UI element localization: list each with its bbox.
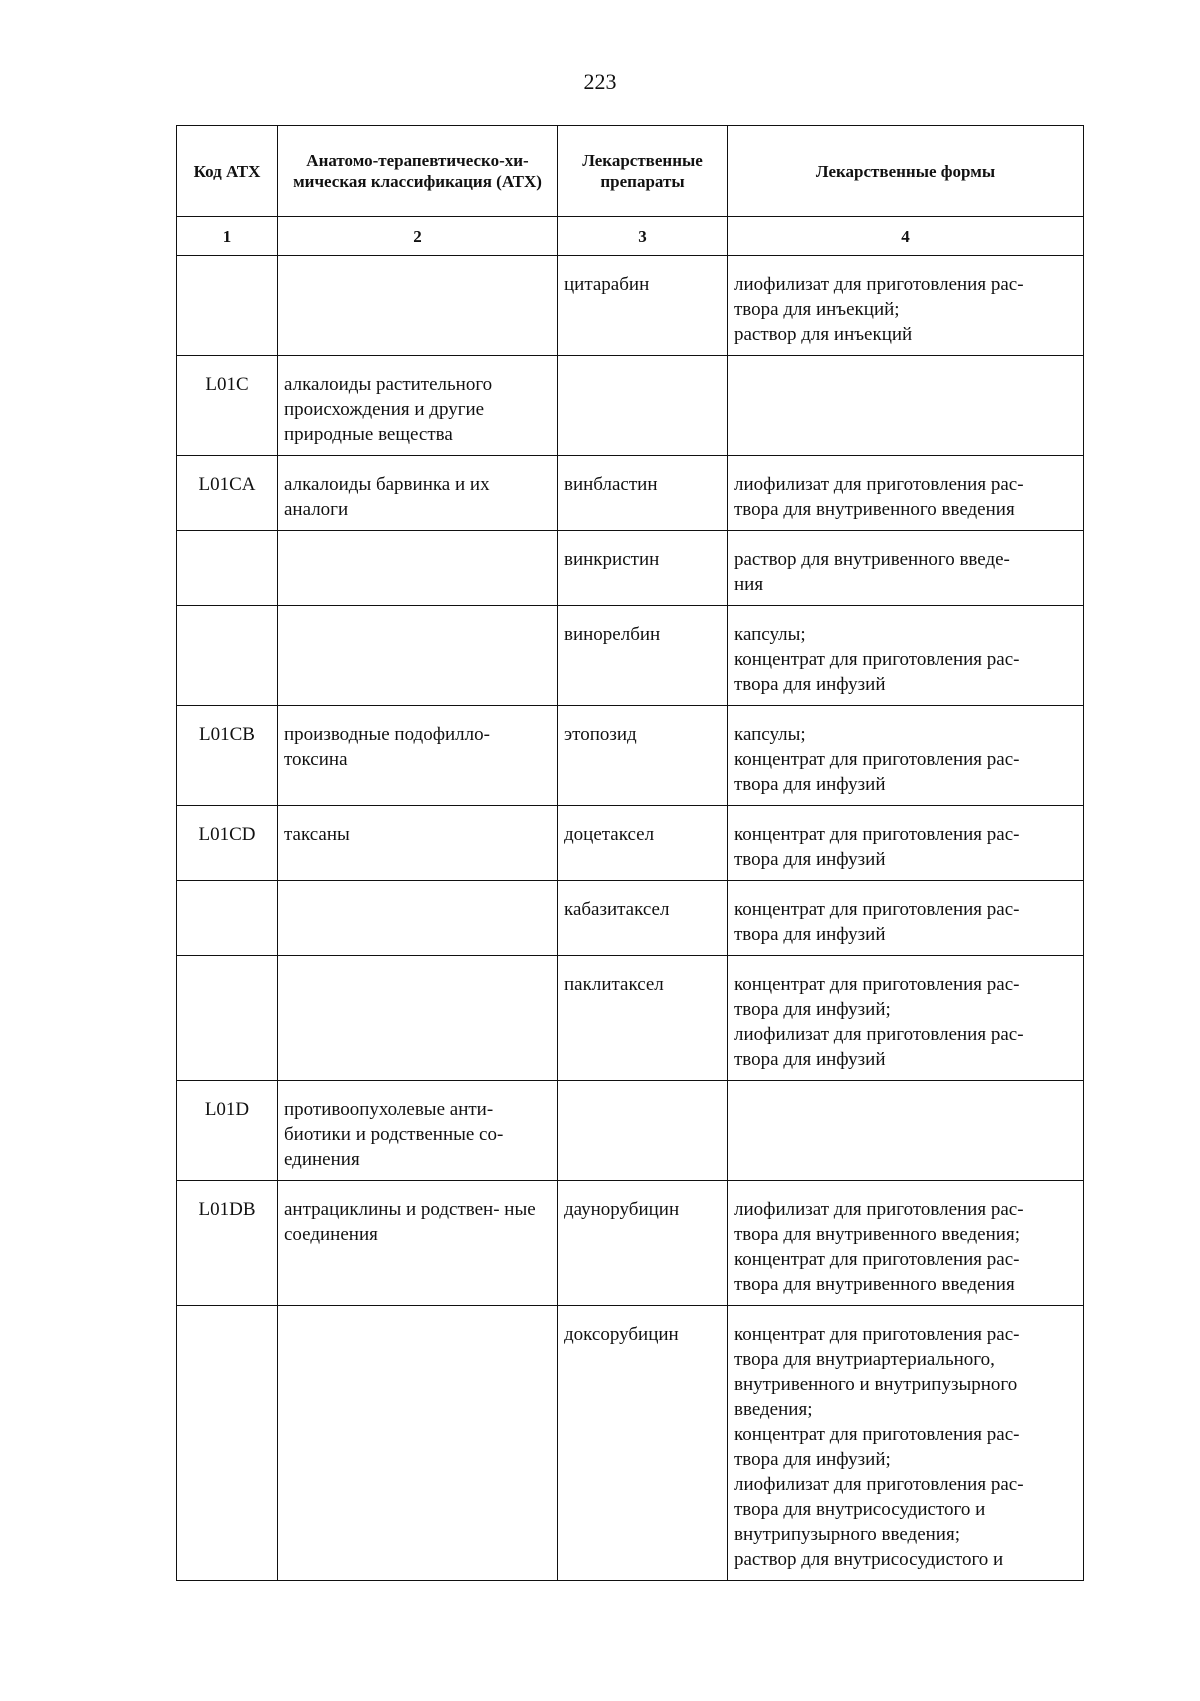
- dosage-form-line: концентрат для приготовления рас-: [734, 974, 1020, 995]
- classification-cell: противоопухолевые анти- биотики и родственные со- единения: [278, 1081, 558, 1181]
- column-number: 2: [278, 217, 558, 256]
- atx-code-cell: L01C: [177, 356, 278, 456]
- dosage-forms-cell: [728, 956, 1084, 1081]
- dosage-form-line: концентрат для приготовления рас-: [734, 1249, 1020, 1270]
- dosage-form-line: лиофилизат для приготовления рас-: [734, 274, 1024, 295]
- dosage-form-line: твора для инфузий;: [734, 1449, 891, 1470]
- dosage-form-line: твора для внутривенного введения;: [734, 1224, 1020, 1245]
- atx-code-cell: [177, 881, 278, 956]
- header-row: [177, 126, 1084, 217]
- dosage-forms-cell: [728, 256, 1084, 356]
- dosage-form-line: раствор для внутривенного введе-: [734, 549, 1010, 570]
- table-row: [177, 1306, 1084, 1581]
- classification-cell: алкалоиды барвинка и их аналоги: [278, 456, 558, 531]
- atx-drug-table: [176, 125, 1084, 1581]
- dosage-form-line: лиофилизат для приготовления рас-: [734, 1199, 1024, 1220]
- dosage-form-line: твора для инфузий: [734, 924, 886, 945]
- atx-code-cell: [177, 1306, 278, 1581]
- table-body: [177, 256, 1084, 1581]
- classification-cell: антрациклины и родствен- ные соединения: [278, 1181, 558, 1306]
- classification-cell: [278, 606, 558, 706]
- classification-cell: таксаны: [278, 806, 558, 881]
- dosage-forms-cell: [728, 806, 1084, 881]
- atx-code-cell: L01DB: [177, 1181, 278, 1306]
- table-row: [177, 881, 1084, 956]
- dosage-form-line: капсулы;: [734, 724, 806, 745]
- dosage-form-line: ния: [734, 574, 764, 595]
- table-row: [177, 806, 1084, 881]
- drug-cell: паклитаксел: [558, 956, 728, 1081]
- table-row: [177, 706, 1084, 806]
- atx-code-cell: [177, 606, 278, 706]
- dosage-forms-cell: [728, 881, 1084, 956]
- dosage-forms-cell: [728, 356, 1084, 456]
- atx-code-cell: [177, 531, 278, 606]
- drug-cell: [558, 1081, 728, 1181]
- dosage-forms-cell: [728, 531, 1084, 606]
- column-number-row: [177, 217, 1084, 256]
- classification-cell: [278, 881, 558, 956]
- drug-cell: винбластин: [558, 456, 728, 531]
- dosage-forms-cell: [728, 1181, 1084, 1306]
- dosage-form-line: концентрат для приготовления рас-: [734, 749, 1020, 770]
- classification-cell: алкалоиды растительного происхождения и другие природные вещества: [278, 356, 558, 456]
- dosage-form-line: твора для инфузий: [734, 774, 886, 795]
- dosage-forms-cell: [728, 456, 1084, 531]
- column-number: 4: [728, 217, 1084, 256]
- dosage-form-line: лиофилизат для приготовления рас-: [734, 1474, 1024, 1495]
- atx-code-cell: L01CD: [177, 806, 278, 881]
- classification-cell: [278, 1306, 558, 1581]
- dosage-form-line: твора для внутрисосудистого и: [734, 1499, 986, 1520]
- dosage-form-line: твора для внутривенного введения: [734, 1274, 1015, 1295]
- drug-cell: доцетаксел: [558, 806, 728, 881]
- table-row: [177, 456, 1084, 531]
- dosage-form-line: раствор для инъекций: [734, 324, 913, 345]
- table-row: [177, 356, 1084, 456]
- dosage-form-line: внутривенного и внутрипузырного: [734, 1374, 1018, 1395]
- drug-cell: цитарабин: [558, 256, 728, 356]
- dosage-form-line: твора для инфузий: [734, 674, 886, 695]
- dosage-forms-cell: [728, 606, 1084, 706]
- atx-code-cell: L01D: [177, 1081, 278, 1181]
- dosage-form-line: раствор для внутрисосудистого и: [734, 1549, 1004, 1570]
- atx-code-cell: [177, 956, 278, 1081]
- dosage-form-line: концентрат для приготовления рас-: [734, 824, 1020, 845]
- dosage-form-line: концентрат для приготовления рас-: [734, 1324, 1020, 1345]
- column-number: 1: [177, 217, 278, 256]
- header-drugs: Лекарственные препараты: [558, 126, 728, 217]
- dosage-form-line: твора для инъекций;: [734, 299, 900, 320]
- table-row: [177, 256, 1084, 356]
- table-row: [177, 606, 1084, 706]
- drug-cell: винорелбин: [558, 606, 728, 706]
- dosage-form-line: концентрат для приготовления рас-: [734, 649, 1020, 670]
- atx-code-cell: L01CA: [177, 456, 278, 531]
- header-classification: Анатомо-терапевтическо-хи- мическая классификация (АТХ): [278, 126, 558, 217]
- dosage-form-line: твора для внутривенного введения: [734, 499, 1015, 520]
- drug-cell: [558, 356, 728, 456]
- drug-cell: доксорубицин: [558, 1306, 728, 1581]
- drug-cell: этопозид: [558, 706, 728, 806]
- dosage-form-line: твора для внутриартериального,: [734, 1349, 995, 1370]
- dosage-form-line: лиофилизат для приготовления рас-: [734, 1024, 1024, 1045]
- table-row: [177, 1081, 1084, 1181]
- atx-code-cell: [177, 256, 278, 356]
- classification-cell: [278, 256, 558, 356]
- dosage-form-line: введения;: [734, 1399, 813, 1420]
- classification-cell: [278, 531, 558, 606]
- column-number: 3: [558, 217, 728, 256]
- classification-cell: производные подофилло- токсина: [278, 706, 558, 806]
- dosage-form-line: концентрат для приготовления рас-: [734, 899, 1020, 920]
- dosage-forms-cell: [728, 1306, 1084, 1581]
- dosage-form-line: твора для инфузий: [734, 1049, 886, 1070]
- header-code: Код АТХ: [177, 126, 278, 217]
- drug-cell: винкристин: [558, 531, 728, 606]
- drug-cell: кабазитаксел: [558, 881, 728, 956]
- table-row: [177, 531, 1084, 606]
- atx-code-cell: L01CB: [177, 706, 278, 806]
- drug-cell: даунорубицин: [558, 1181, 728, 1306]
- dosage-form-line: капсулы;: [734, 624, 806, 645]
- classification-cell: [278, 956, 558, 1081]
- dosage-form-line: лиофилизат для приготовления рас-: [734, 474, 1024, 495]
- dosage-forms-cell: [728, 1081, 1084, 1181]
- header-forms: Лекарственные формы: [728, 126, 1084, 217]
- dosage-form-line: внутрипузырного введения;: [734, 1524, 960, 1545]
- dosage-form-line: твора для инфузий;: [734, 999, 891, 1020]
- table-row: [177, 956, 1084, 1081]
- dosage-form-line: концентрат для приготовления рас-: [734, 1424, 1020, 1445]
- table-row: [177, 1181, 1084, 1306]
- dosage-forms-cell: [728, 706, 1084, 806]
- page-number: 223: [583, 69, 617, 94]
- dosage-form-line: твора для инфузий: [734, 849, 886, 870]
